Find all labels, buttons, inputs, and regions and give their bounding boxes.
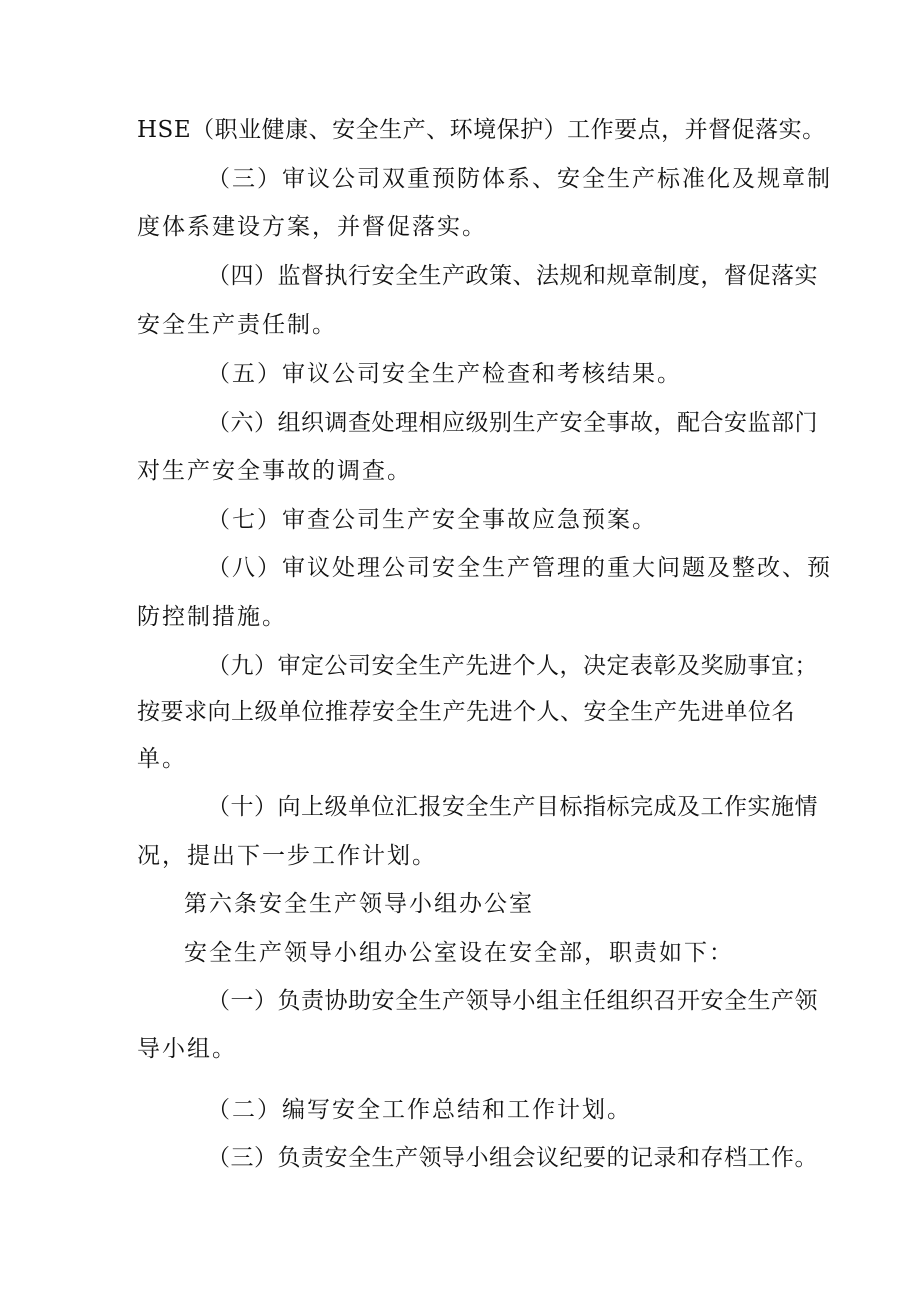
text-line: HSE（职业健康、安全生产、环境保护）工作要点，并督促落实。 [137,117,826,143]
text-line: （八）审议处理公司安全生产管理的重大问题及整改、预 [207,555,832,581]
text-line: （三）审议公司双重预防体系、安全生产标准化及规章制 [207,166,832,192]
text-line: （三）负责安全生产领导小组会议纪要的记录和存档工作。 [207,1145,818,1171]
text-line: 对生产安全事故的调查。 [137,458,412,484]
text-line: 况，提出下一步工作计划。 [137,843,437,869]
text-line: 安全生产领导小组办公室设在安全部，职责如下： [184,940,734,966]
text-line: （一）负责协助安全生产领导小组主任组织召开安全生产领 [207,988,818,1014]
section-heading: 第六条安全生产领导小组办公室 [184,891,534,917]
text-line: （二）编写安全工作总结和工作计划。 [207,1097,632,1123]
text-line: 导小组。 [137,1036,237,1062]
text-line: （四）监督执行安全生产政策、法规和规章制度，督促落实 [207,263,818,289]
text-line: （六）组织调查处理相应级别生产安全事故，配合安监部门 [207,410,818,436]
text-line: 防控制措施。 [137,604,287,630]
text-line: （七）审查公司生产安全事故应急预案。 [207,507,657,533]
text-line: （九）审定公司安全生产先进个人，决定表彰及奖励事宜； [207,653,818,679]
text-line: 度体系建设方案，并督促落实。 [137,214,487,240]
text-line: 单。 [137,746,187,772]
text-line: （五）审议公司安全生产检查和考核结果。 [207,361,682,387]
text-line: 安全生产责任制。 [137,312,337,338]
text-line: （十）向上级单位汇报安全生产目标指标完成及工作实施情 [207,794,818,820]
text-line: 按要求向上级单位推荐安全生产先进个人、安全生产先进单位名 [137,699,795,725]
